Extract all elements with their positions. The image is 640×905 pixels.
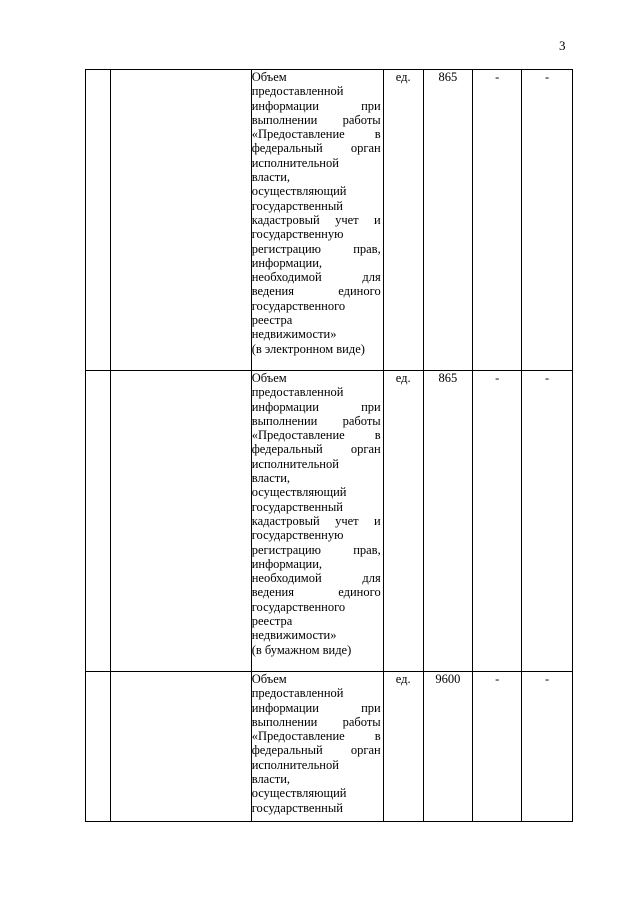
description-word: выполнении: [251, 112, 318, 127]
unit-cell: ед.: [383, 371, 423, 672]
description-word: информации: [251, 700, 319, 715]
description-line: [252, 729, 381, 743]
description-word: и: [373, 513, 381, 528]
dash-cell: -: [473, 371, 522, 672]
description-word: орган: [350, 442, 381, 457]
description-word: кадастровый: [251, 212, 320, 227]
description-line: государственный: [251, 198, 343, 213]
description-word: и: [373, 212, 381, 227]
indicator-description: [251, 672, 383, 822]
unit-cell: ед.: [383, 672, 423, 822]
description-line: предоставленной: [251, 686, 344, 701]
description-line: власти,: [251, 471, 291, 486]
description-line: [252, 99, 381, 113]
description-line: реестра: [251, 614, 293, 629]
description-word: «Предоставление: [251, 729, 345, 744]
description-line: государственную: [251, 227, 344, 242]
description-word: ведения: [251, 284, 294, 299]
description-word: «Предоставление: [251, 428, 345, 443]
indicator-description: [251, 371, 383, 672]
description-line: государственную: [251, 528, 344, 543]
description-line: [252, 428, 381, 442]
description-word: прав,: [353, 241, 381, 256]
description-line: осуществляющий: [251, 786, 347, 801]
description-line: информации,: [251, 556, 323, 571]
description-line: реестра: [251, 313, 293, 328]
description-line: государственного: [251, 298, 346, 313]
indicator-description: [251, 70, 383, 371]
description-line: информации,: [251, 255, 323, 270]
description-line: (в электронном виде): [251, 341, 365, 356]
description-line: (в бумажном виде): [251, 642, 352, 657]
empty-cell-name: [111, 672, 251, 822]
description-word: при: [361, 399, 381, 414]
table-row: [86, 371, 573, 672]
description-word: федеральный: [251, 743, 323, 758]
description-line: [252, 284, 381, 298]
data-table: [85, 69, 573, 822]
description-line: [252, 213, 381, 227]
description-line: осуществляющий: [251, 485, 347, 500]
description-word: работы: [342, 112, 381, 127]
description-word: регистрацию: [251, 241, 321, 256]
description-word: для: [362, 571, 381, 586]
empty-cell-name: [111, 70, 251, 371]
description-word: единого: [338, 585, 381, 600]
description-line: исполнительной: [251, 155, 339, 170]
description-line: недвижимости»: [251, 327, 337, 342]
description-word: в: [374, 127, 381, 142]
description-text: [252, 70, 381, 356]
description-line: [252, 543, 381, 557]
description-line: Объем: [251, 371, 287, 385]
description-line: [252, 514, 381, 528]
description-word: регистрацию: [251, 542, 321, 557]
description-word: учет: [335, 212, 359, 227]
description-word: ведения: [251, 585, 294, 600]
description-line: осуществляющий: [251, 184, 347, 199]
description-line: предоставленной: [251, 385, 344, 400]
description-line: власти,: [251, 772, 291, 787]
description-line: [252, 442, 381, 456]
description-line: [252, 701, 381, 715]
page-number: 3: [559, 38, 566, 53]
description-line: [252, 127, 381, 141]
description-word: федеральный: [251, 141, 323, 156]
description-word: при: [361, 700, 381, 715]
description-line: Объем: [251, 672, 287, 686]
description-line: [252, 585, 381, 599]
dash-cell: -: [522, 70, 573, 371]
description-line: [252, 715, 381, 729]
description-line: власти,: [251, 170, 291, 185]
description-text: [252, 371, 381, 657]
description-word: в: [374, 729, 381, 744]
description-word: необходимой: [251, 270, 322, 285]
dash-cell: -: [473, 70, 522, 371]
description-line: [252, 571, 381, 585]
description-line: исполнительной: [251, 456, 339, 471]
description-word: выполнении: [251, 714, 318, 729]
description-line: недвижимости»: [251, 628, 337, 643]
empty-cell-number: [86, 371, 111, 672]
value-cell: 865: [423, 371, 473, 672]
description-word: орган: [350, 141, 381, 156]
value-cell: 9600: [423, 672, 473, 822]
unit-cell: ед.: [383, 70, 423, 371]
description-word: федеральный: [251, 442, 323, 457]
description-line: государственный: [251, 499, 343, 514]
description-word: информации: [251, 98, 319, 113]
description-word: выполнении: [251, 413, 318, 428]
description-line: Объем: [251, 70, 287, 84]
description-line: государственный: [251, 800, 343, 815]
description-word: прав,: [353, 542, 381, 557]
description-word: необходимой: [251, 571, 322, 586]
description-line: предоставленной: [251, 84, 344, 99]
dash-cell: -: [522, 371, 573, 672]
table-row: [86, 70, 573, 371]
description-line: [252, 270, 381, 284]
description-word: учет: [335, 513, 359, 528]
empty-cell-name: [111, 371, 251, 672]
description-line: [252, 113, 381, 127]
description-word: орган: [350, 743, 381, 758]
empty-cell-number: [86, 70, 111, 371]
description-line: [252, 141, 381, 155]
description-word: информации: [251, 399, 319, 414]
value-cell: 865: [423, 70, 473, 371]
description-word: работы: [342, 413, 381, 428]
dash-cell: -: [473, 672, 522, 822]
description-text: [252, 672, 381, 815]
description-line: [252, 743, 381, 757]
description-word: «Предоставление: [251, 127, 345, 142]
description-line: исполнительной: [251, 757, 339, 772]
description-word: в: [374, 428, 381, 443]
description-line: государственного: [251, 599, 346, 614]
description-word: при: [361, 98, 381, 113]
table-row: [86, 672, 573, 822]
description-word: работы: [342, 714, 381, 729]
dash-cell: -: [522, 672, 573, 822]
description-line: [252, 414, 381, 428]
description-word: кадастровый: [251, 513, 320, 528]
description-word: для: [362, 270, 381, 285]
description-line: [252, 242, 381, 256]
description-word: единого: [338, 284, 381, 299]
description-line: [252, 400, 381, 414]
empty-cell-number: [86, 672, 111, 822]
